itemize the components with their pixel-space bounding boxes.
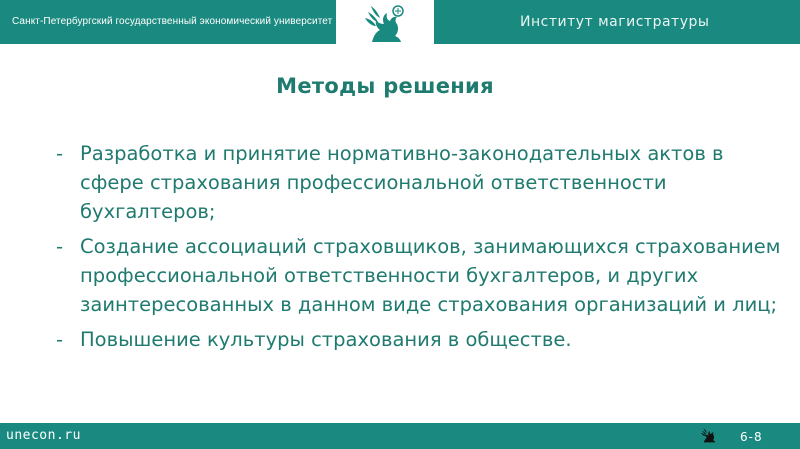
- bullet-dash: -: [56, 142, 64, 165]
- header-bar: [0, 0, 800, 44]
- bullet-text: Создание ассоциаций страховщиков, занимающихся страхованием профессиональной ответственности бухгалтеров, и других заинтересованных в данном виде страхования организаций и лиц;: [80, 235, 781, 316]
- bullet-item: [56, 139, 786, 226]
- griffin-logo-small-icon: [700, 426, 718, 444]
- website-link[interactable]: unecon.ru: [6, 428, 81, 443]
- bullet-list: [56, 139, 786, 360]
- bullet-item: [56, 325, 786, 354]
- bullet-dash: -: [56, 235, 64, 258]
- slide-title: Методы решения: [276, 74, 494, 98]
- bullet-item: [56, 232, 786, 319]
- bullet-text: Разработка и принятие нормативно-законодательных актов в сфере страхования профессиональной ответственности бухгалтеров;: [80, 142, 724, 223]
- griffin-logo-icon: [362, 2, 408, 44]
- footer-bar: [0, 423, 800, 449]
- bullet-text: Повышение культуры страхования в обществе.: [80, 328, 572, 351]
- logo-box: [336, 0, 434, 44]
- bullet-dash: -: [56, 328, 64, 351]
- page-number: 6-8: [740, 430, 763, 444]
- institute-name: Институт магистратуры: [520, 14, 710, 30]
- university-name: Санкт-Петербургский государственный экономический университет: [12, 16, 333, 27]
